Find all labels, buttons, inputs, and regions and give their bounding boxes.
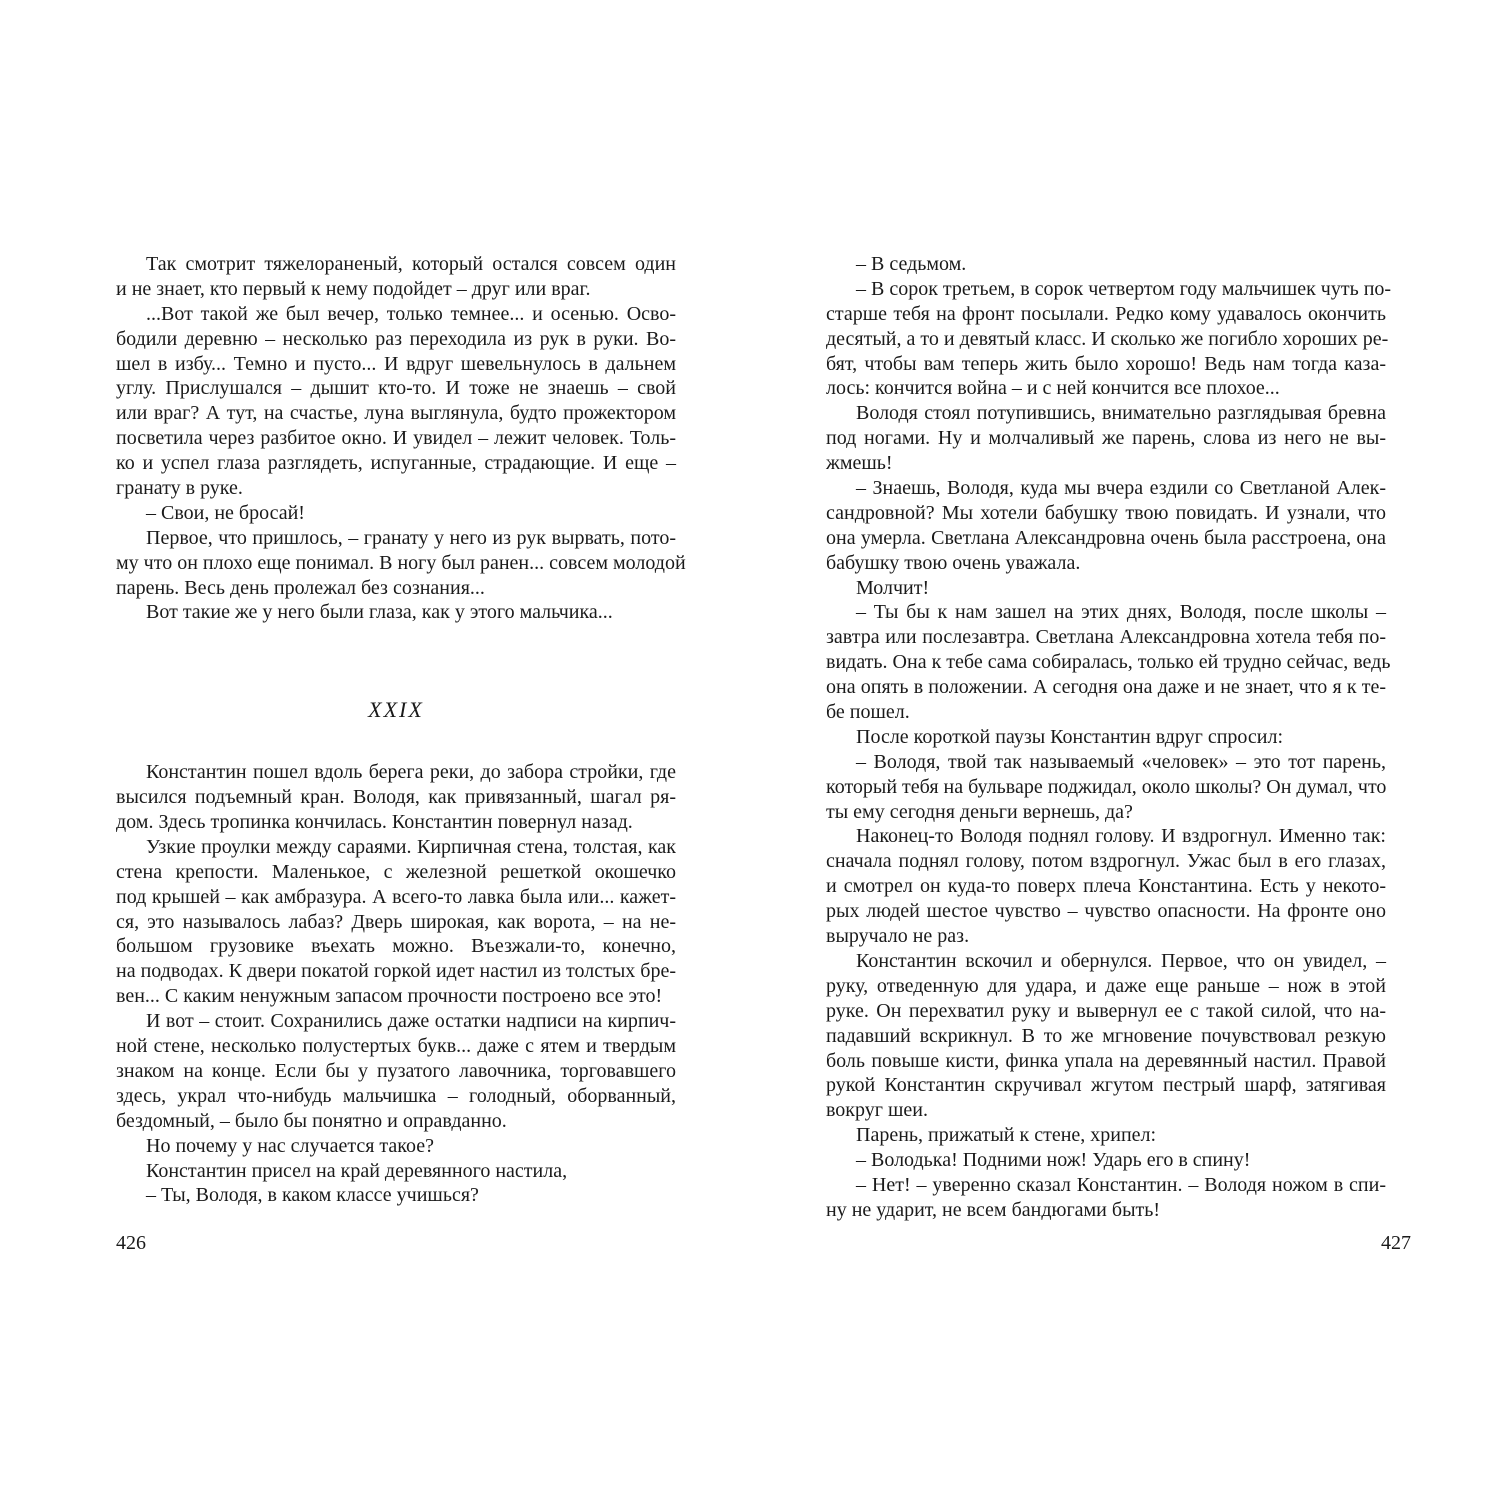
text-line: – Знаешь, Володя, куда мы вчера ездили со Светланой Алек-	[856, 477, 1386, 500]
text-line: Наконец-то Володя поднял голову. И вздрогнул. Именно так:	[856, 825, 1386, 848]
text-line: Вот такие же у него были глаза, как у этого мальчика...	[146, 601, 613, 624]
text-line: рых людей шестое чувство – чувство опасности. На фронте оно	[826, 900, 1386, 923]
text-line: – В седьмом.	[856, 253, 967, 275]
text-line: боль повыше кисти, финка упала на деревянный настил. Правой	[826, 1049, 1386, 1072]
text-line: бе пошел.	[826, 701, 910, 724]
chapter-heading: XXIX	[368, 697, 424, 723]
text-line: И вот – стоит. Сохранились даже остатки надписи на кирпич-	[146, 1010, 676, 1033]
text-line: ты ему сегодня деньги вернешь, да?	[826, 800, 1133, 823]
text-line: на подводах. К двери покатой горкой идет настил из толстых бре-	[116, 960, 676, 983]
text-line: Первое, что пришлось, – гранату у него из рук вырвать, пото-	[146, 526, 676, 549]
text-line: рукой Константин скручивал жгутом пестрый шарф, затягивая	[826, 1074, 1386, 1097]
page-number-left: 426	[116, 1232, 146, 1254]
text-line: под крышей – как амбразура. А всего-то лавка была или... кажет-	[116, 885, 676, 908]
text-line: ся, это называлось лабаз? Дверь широкая, как ворота, – на не-	[116, 910, 676, 933]
text-line: руку, отведенную для удара, и даже еще раньше – нож в этой	[826, 974, 1386, 997]
text-line: – Володька! Подними нож! Ударь его в спину!	[856, 1149, 1251, 1172]
text-line: – Свои, не бросай!	[146, 501, 305, 524]
text-line: выручало не раз.	[826, 925, 970, 948]
text-line: бят, чтобы вам теперь жить было хорошо! Ведь нам тогда каза-	[826, 352, 1386, 375]
text-line: лось: кончится война – и с ней кончится все плохое...	[826, 377, 1280, 400]
text-line: высился подъемный кран. Володя, как привязанный, шагал ря-	[116, 786, 676, 809]
text-line: ну не ударит, не всем бандюгами быть!	[826, 1198, 1161, 1221]
text-line: – Нет! – уверенно сказал Константин. – Володя ножом в спи-	[856, 1173, 1386, 1196]
text-line: стена крепости. Маленькое, с железной решеткой окошечко	[116, 860, 676, 883]
text-line: Константин вскочил и обернулся. Первое, что он увидел, –	[856, 949, 1386, 972]
text-line: углу. Прислушался – дышит кто-то. И тоже не знаешь – свой	[116, 377, 676, 400]
text-line: или враг? А тут, на счастье, луна выглянула, будто прожектором	[116, 402, 676, 425]
text-line: шел в избу... Темно и пусто... И вдруг шевельнулось в дальнем	[116, 352, 676, 375]
text-line: бабушку твою очень уважала.	[826, 551, 1081, 574]
text-line: десятый, а то и девятый класс. И сколько же погибло хороших ре-	[826, 327, 1389, 350]
left-page	[116, 252, 686, 1208]
text-line: она опять в положении. А сегодня она даже и не знает, что я к те-	[826, 676, 1386, 699]
text-line: она умерла. Светлана Александровна очень была расстроена, она	[826, 526, 1386, 549]
text-line: Молчит!	[856, 576, 930, 599]
text-line: видать. Она к тебе сама собиралась, только ей трудно сейчас, ведь	[826, 651, 1391, 674]
text-line: под ногами. Ну и молчаливый же парень, слова из него не вы-	[826, 427, 1386, 450]
text-line: Но почему у нас случается такое?	[146, 1134, 434, 1157]
text-line: бездомный, – было бы понятно и оправданно.	[116, 1109, 507, 1132]
text-line: – Володя, твой так называемый «человек» – это тот парень,	[856, 750, 1386, 773]
text-line: ной стене, несколько полустертых букв... даже с ятем и твердым	[116, 1035, 676, 1058]
page-number-right: 427	[1381, 1232, 1411, 1254]
text-line: сначала поднял голову, потом вздрогнул. Ужас был в его глазах,	[826, 850, 1386, 873]
text-line: Так смотрит тяжелораненый, который остался совсем один	[146, 253, 676, 275]
text-line: ...Вот такой же был вечер, только темнее... и осенью. Осво-	[146, 302, 676, 325]
text-line: жмешь!	[826, 452, 893, 475]
right-page	[826, 252, 1392, 1223]
text-line: дом. Здесь тропинка кончилась. Константин повернул назад.	[116, 811, 633, 834]
text-line: вен... С каким ненужным запасом прочности построено все это!	[116, 985, 663, 1008]
text-line: – Ты бы к нам зашел на этих днях, Володя, после школы –	[856, 601, 1386, 624]
text-line: После короткой паузы Константин вдруг спросил:	[856, 725, 1284, 748]
text-line: Константин присел на край деревянного настила,	[146, 1159, 568, 1182]
text-line: руке. Он перехватил руку и вывернул ее с такой силой, что на-	[826, 999, 1386, 1022]
text-line: старше тебя на фронт посылали. Редко кому удавалось окончить	[826, 302, 1386, 325]
text-line: парень. Весь день пролежал без сознания...	[116, 576, 485, 599]
text-line: большом грузовике въехать можно. Въезжали-то, конечно,	[116, 935, 676, 958]
text-line: гранату в руке.	[116, 477, 243, 500]
text-line: посветила через разбитое окно. И увидел – лежит человек. Толь-	[116, 427, 676, 450]
text-line: Володя стоял потупившись, внимательно разглядывая бревна	[856, 402, 1386, 425]
text-line: и смотрел он куда-то поверх плеча Константина. Есть у некото-	[826, 875, 1386, 898]
text-line: ко и успел глаза разглядеть, испуганные, страдающие. И еще –	[116, 452, 676, 475]
text-line: – В сорок третьем, в сорок четвертом году мальчишек чуть по-	[856, 277, 1392, 300]
text-line: знаком на конце. Если бы у пузатого лавочника, торговавшего	[116, 1059, 676, 1082]
text-line: падавший вскрикнул. В то же мгновение почувствовал резкую	[826, 1024, 1386, 1047]
text-line: сандровной? Мы хотели бабушку твою повидать. И узнали, что	[826, 501, 1386, 524]
text-line: Константин пошел вдоль берега реки, до забора стройки, где	[146, 761, 676, 784]
text-line: Парень, прижатый к стене, хрипел:	[856, 1124, 1157, 1147]
text-line: Узкие проулки между сараями. Кирпичная стена, толстая, как	[146, 835, 676, 858]
text-line: который тебя на бульваре поджидал, около школы? Он думал, что	[826, 775, 1387, 798]
text-line: завтра или послезавтра. Светлана Александровна хотела тебя по-	[826, 626, 1386, 649]
text-line: бодили деревню – несколько раз переходила из рук в руки. Во-	[116, 327, 676, 350]
text-line: – Ты, Володя, в каком классе учишься?	[146, 1184, 479, 1207]
text-line: и не знает, кто первый к нему подойдет – друг или враг.	[116, 277, 591, 300]
text-line: здесь, украл что-нибудь мальчишка – голодный, оборванный,	[116, 1084, 676, 1107]
text-line: вокруг шеи.	[826, 1099, 928, 1122]
text-line: му что он плохо еще понимал. В ногу был ранен... совсем молодой	[116, 551, 686, 574]
